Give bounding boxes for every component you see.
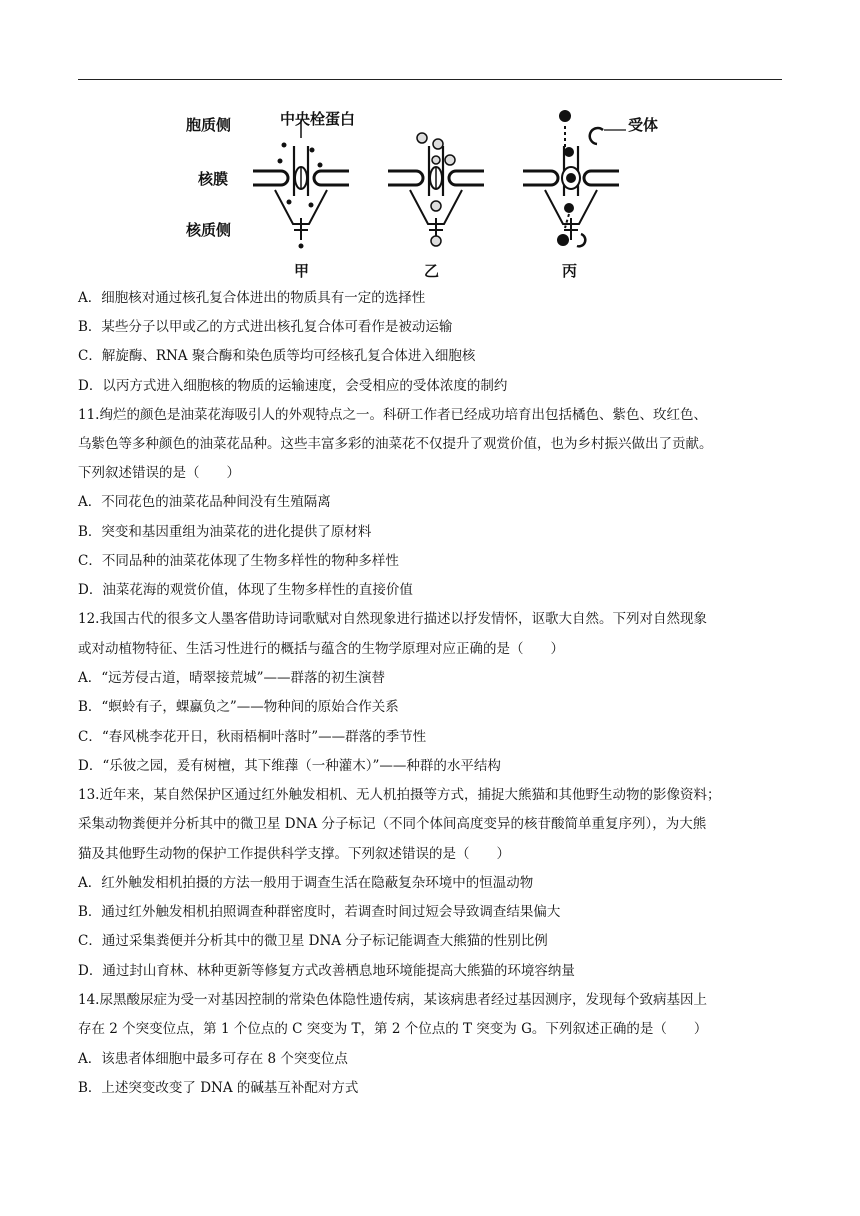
q11-option-b: B．突变和基因重组为油菜花的进化提供了原材料 xyxy=(78,524,372,540)
q13-option-c: C．通过采集粪便并分析其中的微卫星 DNA 分子标记能调查大熊猫的性别比例 xyxy=(78,933,548,949)
label-cytoplasm-side: 胞质侧 xyxy=(186,116,232,134)
q13-stem-line-1: 13.近年来，某自然保护区通过红外触发相机、无人机拍摄等方式，捕捉大熊猫和其他野生动物的影像资料； xyxy=(78,787,721,803)
nuclear-pore-diagram xyxy=(186,98,686,288)
q12-option-c: C．“春风桃李花开日，秋雨梧桐叶落时”——群落的季节性 xyxy=(78,729,427,745)
q12-option-a: A．“远芳侵古道，晴翠接荒城”——群落的初生演替 xyxy=(78,670,386,686)
q11-option-a: A．不同花色的油菜花品种间没有生殖隔离 xyxy=(78,494,331,510)
q11-option-c: C．不同品种的油菜花体现了生物多样性的物种多样性 xyxy=(78,553,399,569)
q12-stem-line-2: 或对动植物特征、生活习性进行的概括与蕴含的生物学原理对应正确的是（ ） xyxy=(78,641,564,657)
q10-option-a: A．细胞核对通过核孔复合体进出的物质具有一定的选择性 xyxy=(78,290,426,306)
label-central-plug: 中央栓蛋白 xyxy=(280,110,356,128)
q13-stem-line-2: 采集动物粪便并分析其中的微卫星 DNA 分子标记（不同个体间高度变异的核苷酸简单重复序列），为大熊 xyxy=(78,816,707,832)
q14-stem-line-2: 存在 2 个突变位点，第 1 个位点的 C 突变为 T，第 2 个位点的 T 突变为 G。下列叙述正确的是（ ） xyxy=(78,1021,708,1037)
pore-panel-a xyxy=(253,120,349,249)
q13-option-d: D．通过封山育林、林种更新等修复方式改善栖息地环境能提高大熊猫的环境容纳量 xyxy=(78,963,575,979)
q13-option-b: B．通过红外触发相机拍照调查种群密度时，若调查时间过短会导致调查结果偏大 xyxy=(78,904,561,920)
panel-label-b: 乙 xyxy=(424,262,440,280)
q12-option-d: D．“乐彼之园，爰有树檀，其下维蘀（一种灌木）”——种群的水平结构 xyxy=(78,758,501,774)
q11-option-d: D．油菜花海的观赏价值，体现了生物多样性的直接价值 xyxy=(78,582,413,598)
q12-option-b: B．“螟蛉有子，蜾蠃负之”——物种间的原始合作关系 xyxy=(78,699,399,715)
q11-stem-line-2: 乌紫色等多种颜色的油菜花品种。这些丰富多彩的油菜花不仅提升了观赏价值，也为乡村振兴做出了贡献。 xyxy=(78,436,713,452)
label-nucleoplasm-side: 核质侧 xyxy=(186,221,232,239)
q14-option-a: A．该患者体细胞中最多可存在 8 个突变位点 xyxy=(78,1051,348,1067)
q14-stem-line-1: 14.尿黑酸尿症为受一对基因控制的常染色体隐性遗传病，某该病患者经过基因测序，发现每个致病基因上 xyxy=(78,992,707,1008)
q12-stem-line-1: 12.我国古代的很多文人墨客借助诗词歌赋对自然现象进行描述以抒发情怀，讴歌大自然。下列对自然现象 xyxy=(78,611,707,627)
q10-option-c: C．解旋酶、RNA 聚合酶和染色质等均可经核孔复合体进入细胞核 xyxy=(78,348,476,364)
q14-option-b: B．上述突变改变了 DNA 的碱基互补配对方式 xyxy=(78,1080,359,1096)
q10-option-b: B．某些分子以甲或乙的方式进出核孔复合体可看作是被动运输 xyxy=(78,319,453,335)
q13-option-a: A．红外触发相机拍摄的方法一般用于调查生活在隐蔽复杂环境中的恒温动物 xyxy=(78,875,534,891)
pore-panel-b xyxy=(388,133,484,246)
q13-stem-line-3: 猫及其他野生动物的保护工作提供科学支撑。下列叙述错误的是（ ） xyxy=(78,846,510,862)
panel-label-c: 丙 xyxy=(562,262,578,280)
label-receptor: 受体 xyxy=(628,116,659,134)
nuclear-pore-figure xyxy=(186,98,686,288)
label-nuclear-envelope: 核膜 xyxy=(198,170,229,188)
q11-stem-line-3: 下列叙述错误的是（ ） xyxy=(78,465,240,481)
q10-option-d: D．以丙方式进入细胞核的物质的运输速度，会受相应的受体浓度的制约 xyxy=(78,378,508,394)
pore-panel-c xyxy=(523,110,626,246)
q11-stem-line-1: 11.绚烂的颜色是油菜花海吸引人的外观特点之一。科研工作者已经成功培育出包括橘色、紫色、玫红色、 xyxy=(78,407,707,423)
header-rule xyxy=(78,79,782,80)
panel-label-a: 甲 xyxy=(294,262,310,280)
